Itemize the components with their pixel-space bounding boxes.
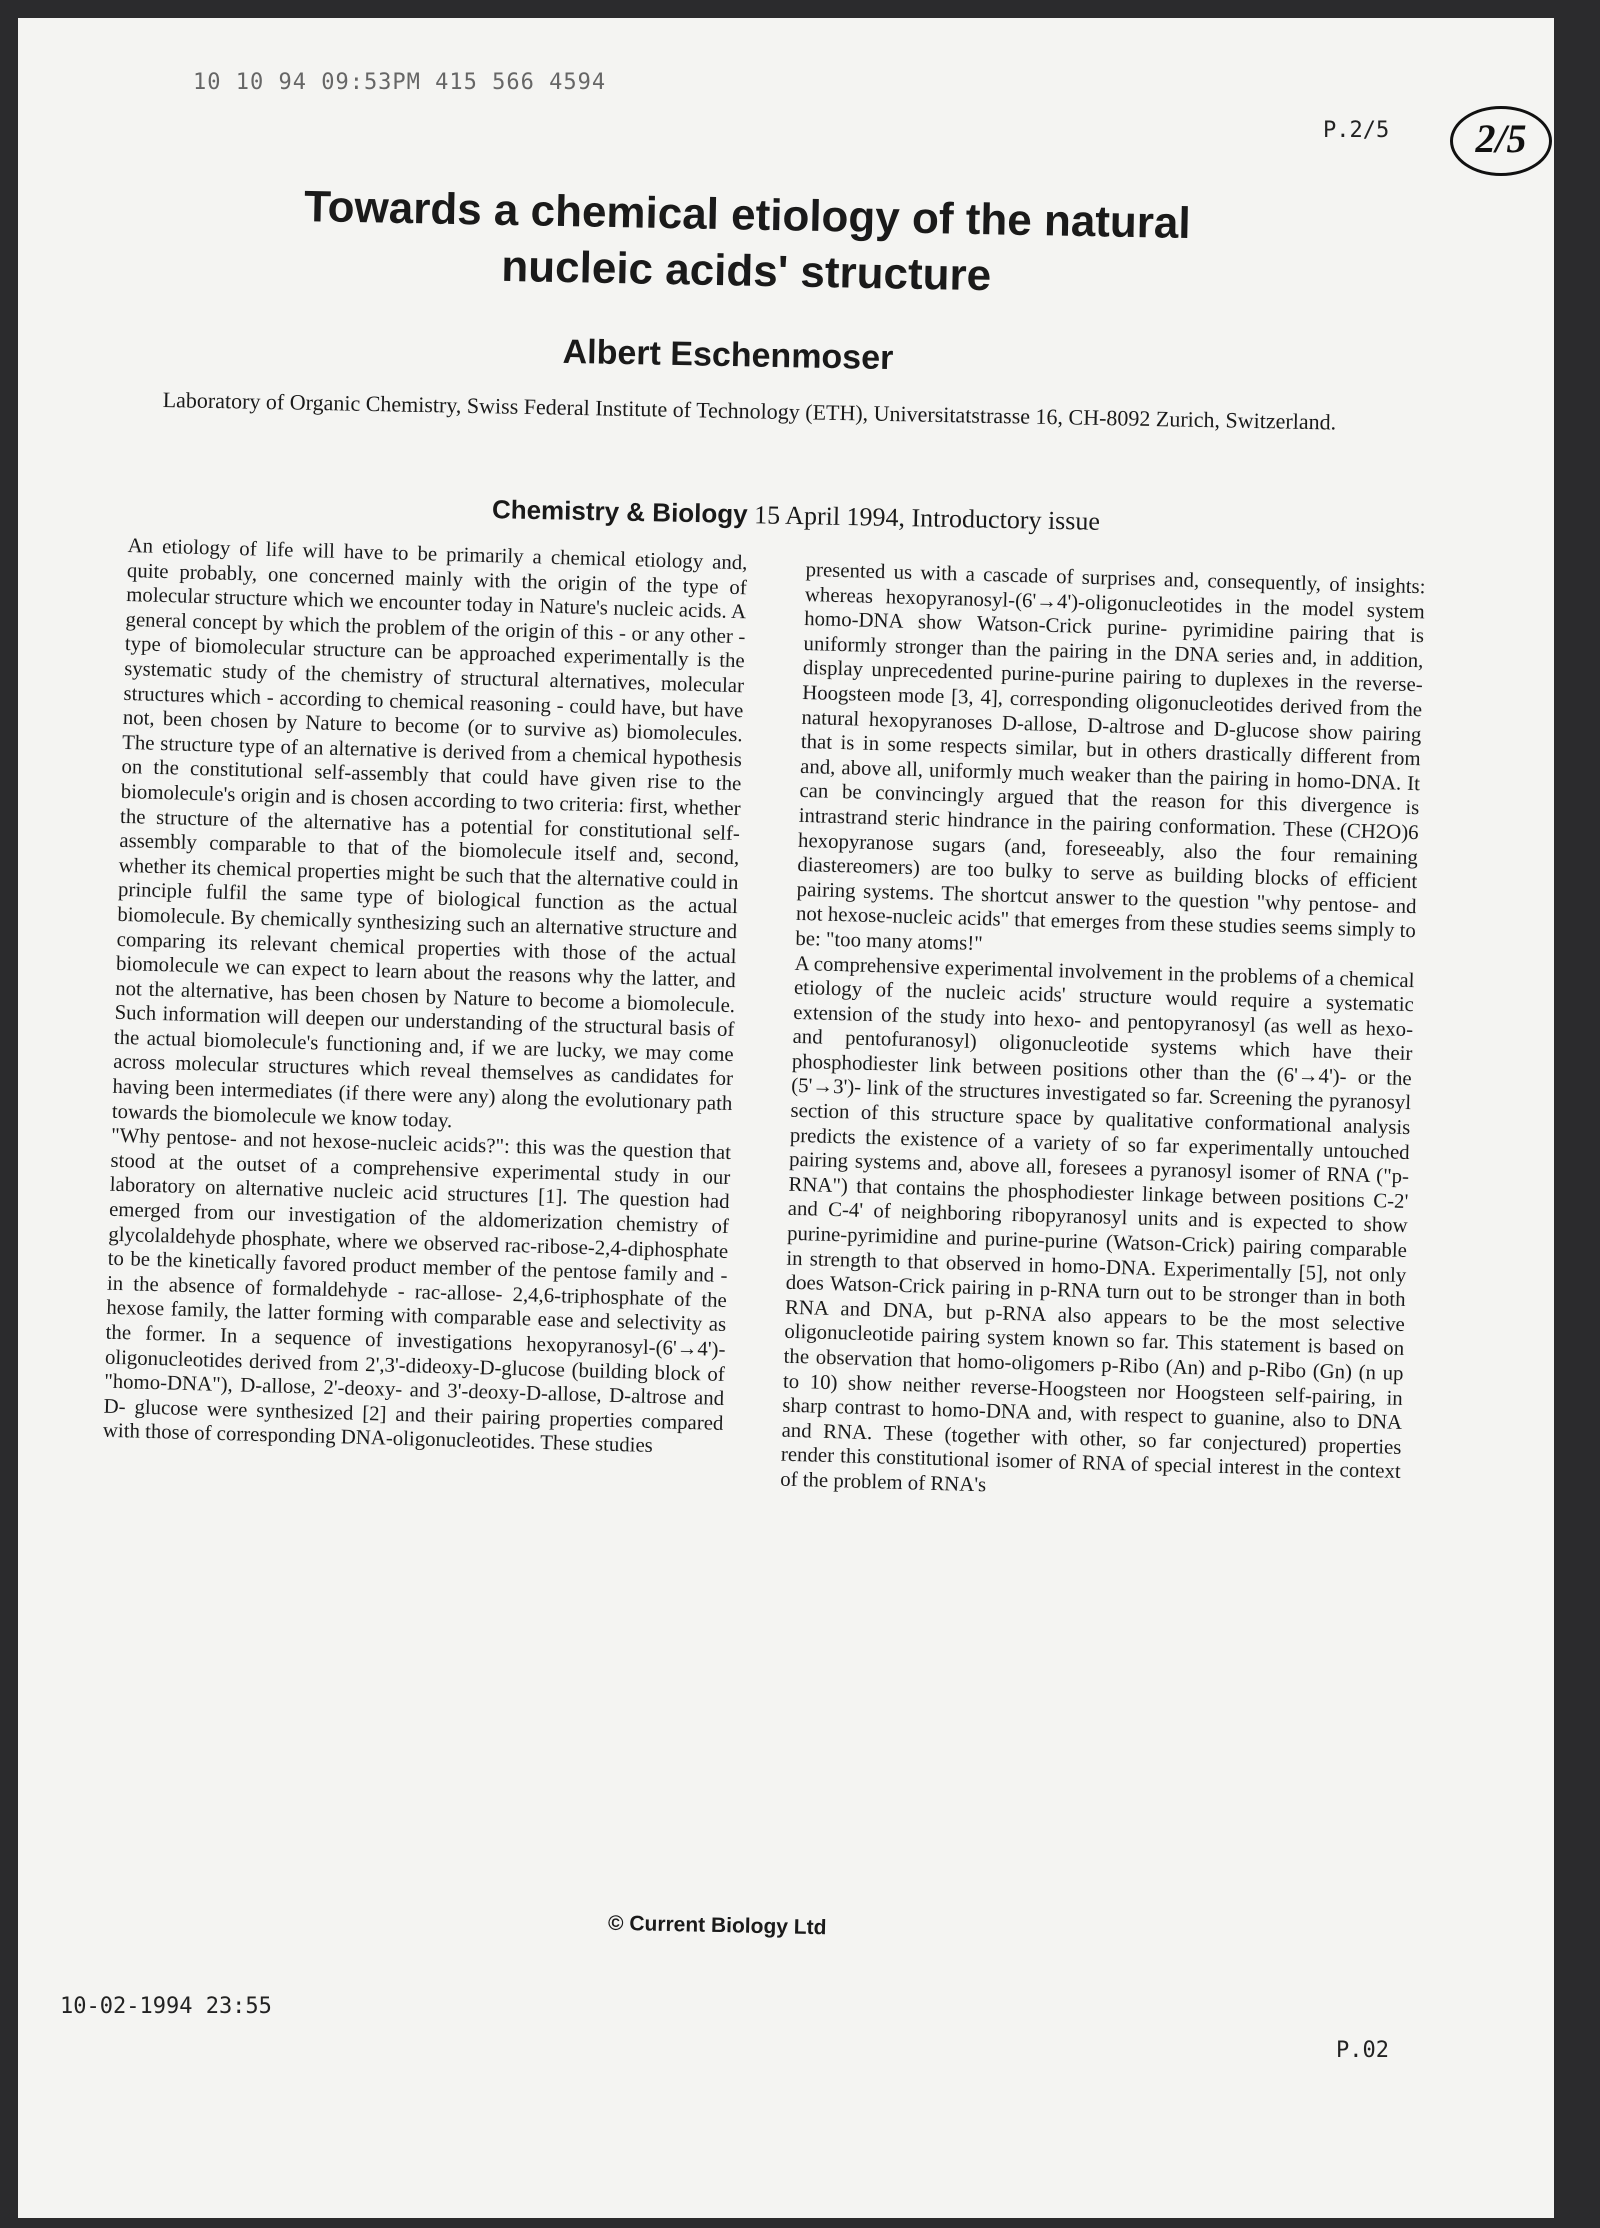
copyright-footer: © Current Biology Ltd [607,1911,827,1940]
body-column-left [103,534,748,1461]
affiliation: Laboratory of Organic Chemistry, Swiss Federal Institute of Technology (ETH), Universitatstrasse 16, CH-8092 Zurich, Switzerland. [162,386,1337,435]
paragraph: An etiology of life will have to be primarily a chemical etiology and, quite probably, one concerned mainly with the origin of the type of molecular structure which we encounter today in Nature's nucleic acids. A general concept by which the problem of the origin of this - or any other - type of biomolecular structure can be approached experimentally is the systematic study of the chemistry of structural alternatives, molecular structures which - according to chemical reasoning - could have, but have not, been chosen by Nature to become (or to survive as) biomolecules. The structure type of an alternative is derived from a chemical hypothesis on the constitutional self-assembly that could have given rise to the biomolecule's origin and is chosen according to two criteria: first, whether the structure of the alternative has a potential for constitutional self-assembly comparable to that of the biomolecule itself and, second, whether its chemical properties might be such that the alternative could in principle fulfil the same type of biological function as the actual biomolecule. By chemically synthesizing such an alternative structure and comparing its relevant chemical properties with those of the actual biomolecule we can expect to learn about the reasons why the latter, and not the alternative, has been chosen by Nature to become a biomolecule. Such information will deepen our understanding of the structural basis of the actual biomolecule's functioning and, if we are lucky, we may come across molecular structures which reveal themselves as candidates for having been intermediates (if there were any) along the evolutionary path towards the biomolecule we know today. [111,534,748,1132]
handwritten-page-stamp: 2/5 [1450,106,1552,176]
author-name: Albert Eschenmoser [562,332,894,378]
journal-date: 15 April 1994, Introductory issue [753,500,1101,536]
fax-header: 10 10 94 09:53PM 415 566 4594 [193,70,607,95]
page-number-top: P.2/5 [1323,118,1390,143]
article-title [246,178,1248,309]
title-line-1: Towards a chemical etiology of the natural [303,182,1192,249]
paragraph: presented us with a cascade of surprises and, consequently, of insights: whereas hexopyranosyl-(6'→4')-oligonucleotides in the model system homo-DNA show Watson-Crick purine- pyrimidine pairing that is uniformly stronger than the pairing in the DNA series and, in addition, display unprecedented purine-purine pairing to duplexes in the reverse-Hoogsteen mode [3, 4], corresponding oligonucleotides derived from the natural hexopyranoses D-allose, D-altrose and D-glucose show pairing that is in some respects similar, but in others drastically different from and, above all, uniformly much weaker than the pairing in homo-DNA. It can be convincingly argued that the reason for this divergence is intrastrand steric hindrance in the pairing conformation. These (CH2O)6 hexopyranose sugars (and, foreseeably, also the four remaining diastereomers) are too bulky to serve as building blocks of efficient pairing systems. The shortcut answer to the question "why pentose- and not hexose-nucleic acids" that emerges from these studies seems simply to be: "too many atoms!" [795,558,1426,955]
journal-name: Chemistry & Biology [491,494,748,530]
body-column-right [780,558,1426,1510]
paragraph: A comprehensive experimental involvement in the problems of a chemical etiology of the nucleic acids' structure would require a systematic extension of the study into hexo- and pentopyranosyl (as well as hexo- and pentofuranosyl) oligonucleotide systems which have their phosphodiester link between positions other than the (6'→4')- or the (5'→3')- link of the structures investigated so far. Screening the pyranosyl section of this structure space by qualitative conformational analysis predicts the existence of a variety of so far experimentally untouched pairing systems and, above all, foresees a pyranosyl isomer of RNA ("p- RNA") that contains the phosphodiester linkage between positions C-2' and C-4' of neighboring ribopyranosyl units and is expected to show purine-pyrimidine and purine-purine (Watson-Crick) pairing comparable in strength to that observed in homo-DNA. Experimentally [5], not only does Watson-Crick pairing in p-RNA turn out to be stronger than in both RNA and DNA, but p-RNA also appears to be the most selective oligonucleotide pairing system known so far. This statement is based on the observation that homo-oligomers p-Ribo (An) and p-Ribo (Gn) (n up to 10) show neither reverse-Hoogsteen nor Hoogsteen self-pairing, in sharp contrast to homo-DNA and, with respect to guanine, also to DNA and RNA. These (together with other, so far conjectured) properties render this constitutional isomer of RNA of special interest in the context of the problem of RNA's [779,951,1415,1497]
title-line-2: nucleic acids' structure [500,241,992,301]
page-number-bottom: P.02 [1336,2038,1389,2063]
journal-line [446,493,1146,537]
document-page [18,18,1554,2218]
paragraph: "Why pentose- and not hexose-nucleic acids?": this was the question that stood at the outset of a comprehensive experimental study in our laboratory on alternative nucleic acid structures [1]. The question had emerged from our investigation of the aldomerization chemistry of glycolaldehyde phosphate, where we observed rac-ribose-2,4-diphosphate to be the kinetically favored product member of the pentose family and - in the absence of formaldehyde - rac-allose- 2,4,6-triphosphate of the hexose family, the latter forming with comparable ease and selectivity as the former. In a sequence of investigations hexopyranosyl-(6'→4')-oligonucleotides derived from 2',3'-dideoxy-D-glucose (building block of "homo-DNA"), D-allose, 2'-deoxy- and 3'-deoxy-D-allose, D-altrose and D- glucose were synthesized [2] and their pairing properties compared with those of corresponding DNA-oligonucleotides. These studies [102,1124,732,1458]
fax-timestamp: 10-02-1994 23:55 [60,1994,272,2019]
